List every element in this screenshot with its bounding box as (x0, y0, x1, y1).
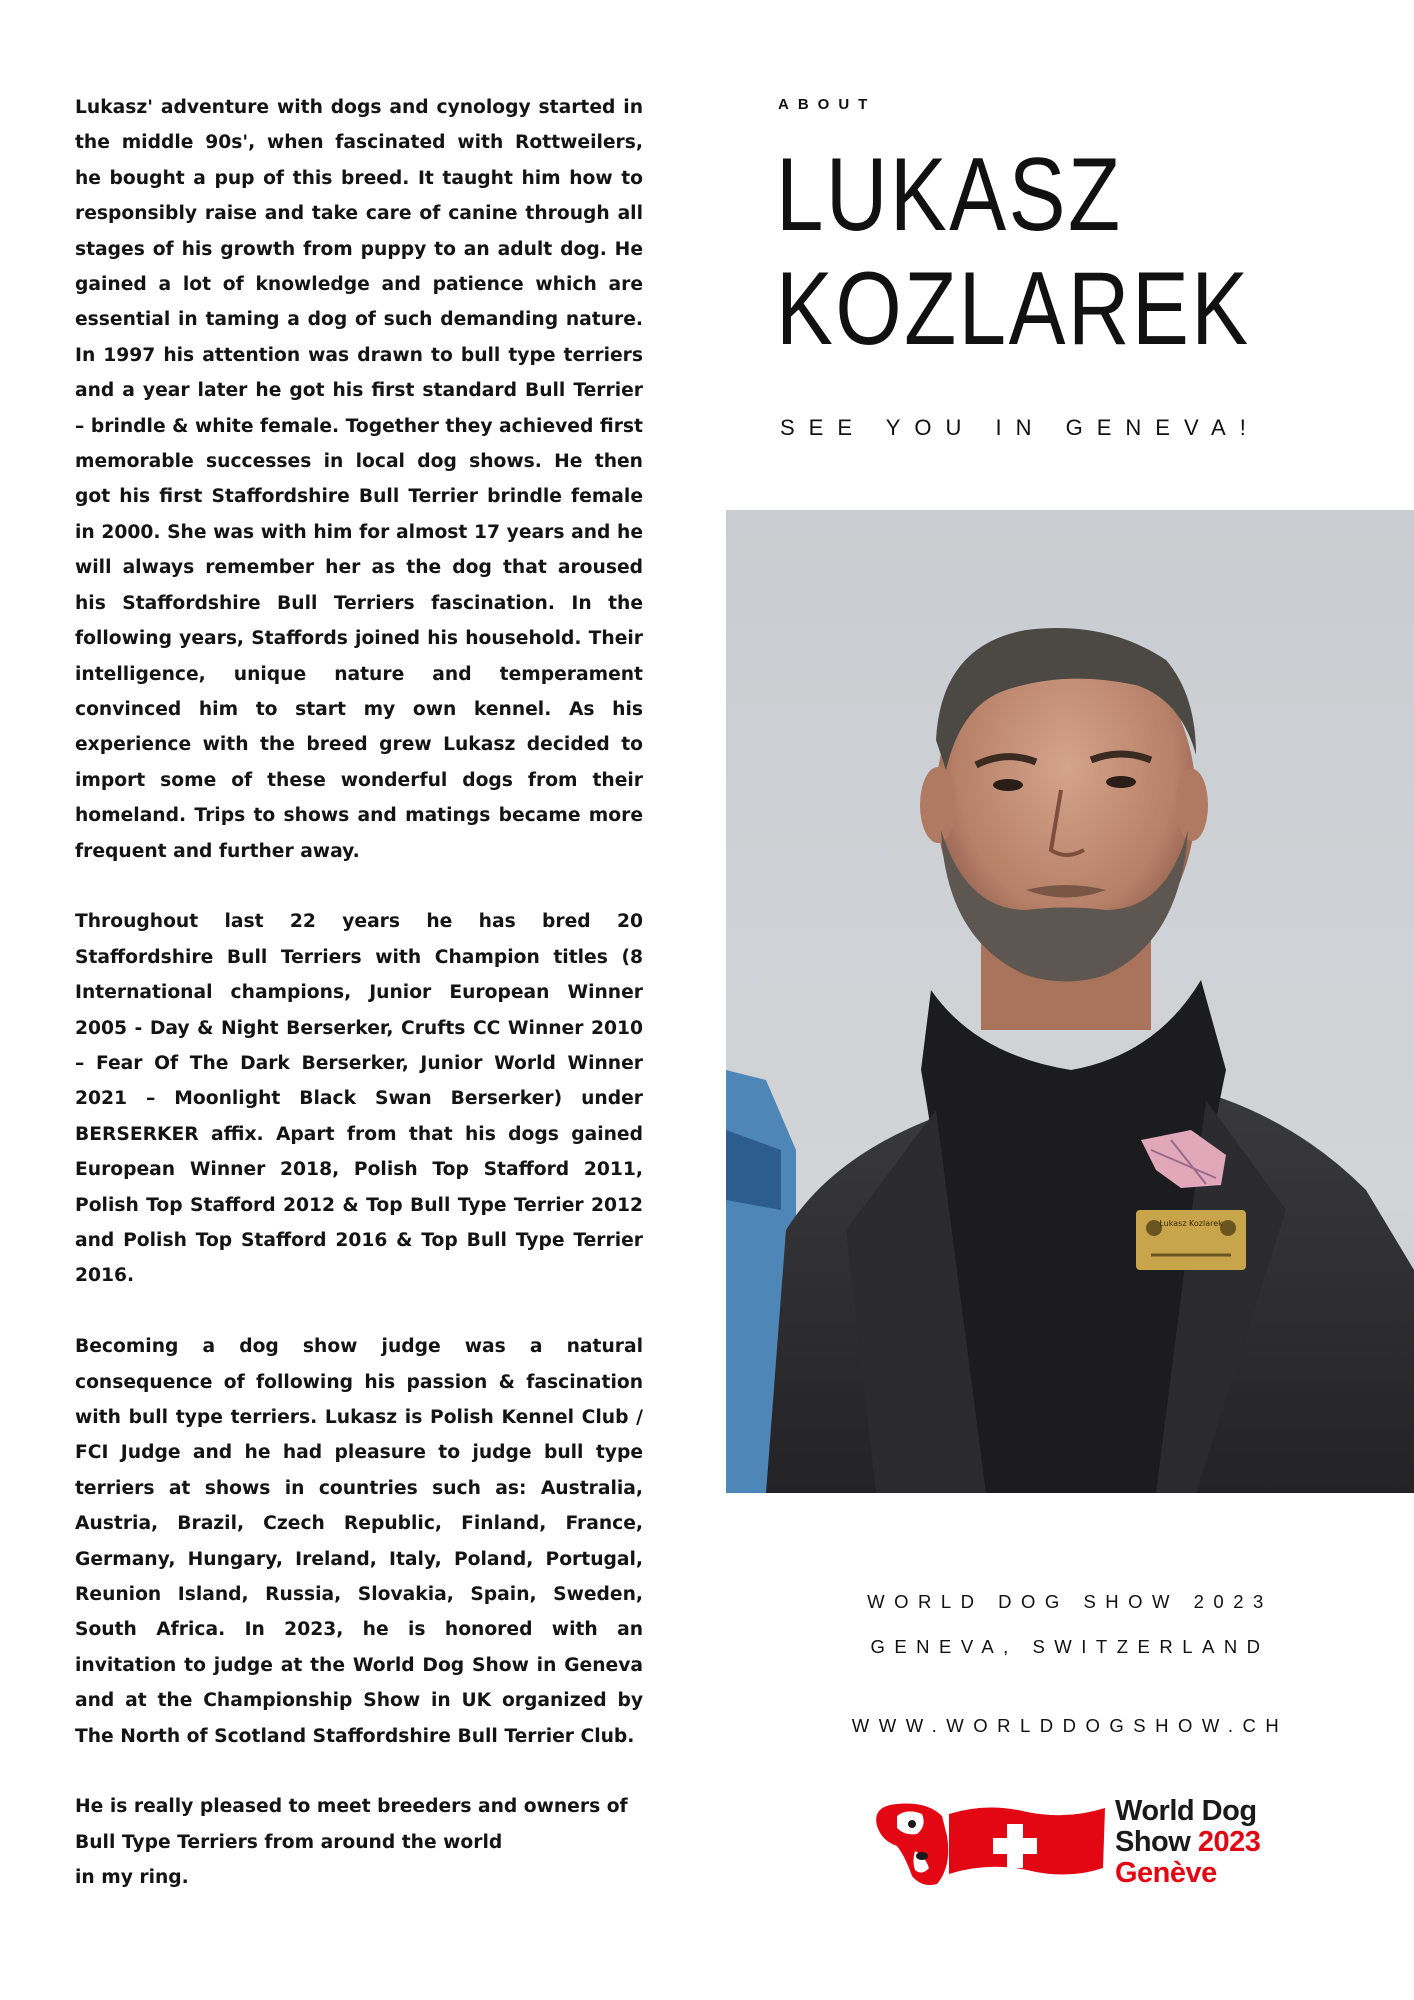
judge-name (776, 138, 1251, 366)
logo-city: Genève (1115, 1857, 1217, 1889)
first-name: LUKASZ (776, 137, 1123, 253)
bio-paragraph-4 (75, 1789, 643, 1895)
badge-name: Łukasz Kozlarek (1159, 1219, 1223, 1228)
logo-wordmark (1115, 1796, 1260, 1889)
right-eye (1106, 776, 1136, 788)
bio-paragraph-2: Throughout last 22 years he has bred 20 Staffordshire Bull Terriers with Champion titles (8 International champions, Junior European Winner 2005 - Day & Night Berserker, Crufts CC Winner 2010 – Fear Of The Dark Berserker, Junior World Winner 2021 – Moonlight Black Swan Berserker) under BERSERKER affix. Apart from that his dogs gained European Winner 2018, Polish Top Stafford 2011, Polish Top Stafford 2012 & Top Bull Type Terrier 2012 and Polish Top Stafford 2016 & Top Bull Type Terrier 2016. (75, 911, 643, 1287)
portrait-illustration (726, 510, 1414, 1493)
left-ear (920, 767, 956, 843)
about-label: ABOUT (778, 96, 877, 113)
swiss-flag-icon (949, 1807, 1105, 1874)
logo-show: Show (1115, 1826, 1198, 1858)
last-name: KOZLAREK (776, 251, 1251, 367)
bio-text (75, 90, 643, 1896)
logo-line-2 (1115, 1827, 1260, 1858)
bio-closing-line: He is really pleased to meet breeders and owners of Bull Type Terriers from around the world (75, 1796, 628, 1853)
left-eye (993, 779, 1023, 791)
portrait-photo (726, 510, 1414, 1493)
event-website[interactable]: WWW.WORLDDOGSHOW.CH (851, 1715, 1289, 1736)
logo-line-1: World Dog (1115, 1795, 1257, 1827)
bio-closing-end: in my ring. (75, 1867, 189, 1889)
tagline: SEE YOU IN GENEVA! (780, 415, 1260, 440)
logo-year: 2023 (1197, 1826, 1261, 1858)
event-location: GENEVA, SWITZERLAND (870, 1636, 1270, 1657)
bio-paragraph-1: Lukasz' adventure with dogs and cynology started in the middle 90s', when fascinated with Rottweilers, he bought a pup of this breed. It taught him how to responsibly raise and take care of canine through all stages of his growth from puppy to an adult dog. He gained a lot of knowledge and patience which are essential in taming a dog of such demanding nature. In 1997 his attention was drawn to bull type terriers and a year later he got his first standard Bull Terrier – brindle & white female. Together they achieved first memorable successes in local dog shows. He then got his first Staffordshire Bull Terrier brindle female in 2000. She was with him for almost 17 years and he will always remember her as the dog that aroused his Staffordshire Bull Terriers fascination. In the following years, Staffords joined his household. Their intelligence, unique nature and temperament convinced him to start my own kennel. As his experience with the breed grew Lukasz decided to import some of these wonderful dogs from their homeland. Trips to shows and matings became more frequent and further away. (75, 97, 643, 862)
bio-paragraph-3: Becoming a dog show judge was a natural consequence of following his passion & fascination with bull type terriers. Lukasz is Polish Kennel Club / FCI Judge and he had pleasure to judge bull type terriers at shows in countries such as: Australia, Austria, Brazil, Czech Republic, Finland, France, Germany, Hungary, Ireland, Italy, Poland, Portugal, Reunion Island, Russia, Slovakia, Spain, Sweden, South Africa. In 2023, he is honored with an invitation to judge at the World Dog Show in Geneva and at the Championship Show in UK organized by The North of Scotland Staffordshire Bull Terrier Club. (75, 1336, 643, 1747)
event-name: WORLD DOG SHOW 2023 (867, 1591, 1273, 1612)
dog-head-icon (876, 1804, 948, 1886)
right-ear (1176, 769, 1208, 841)
